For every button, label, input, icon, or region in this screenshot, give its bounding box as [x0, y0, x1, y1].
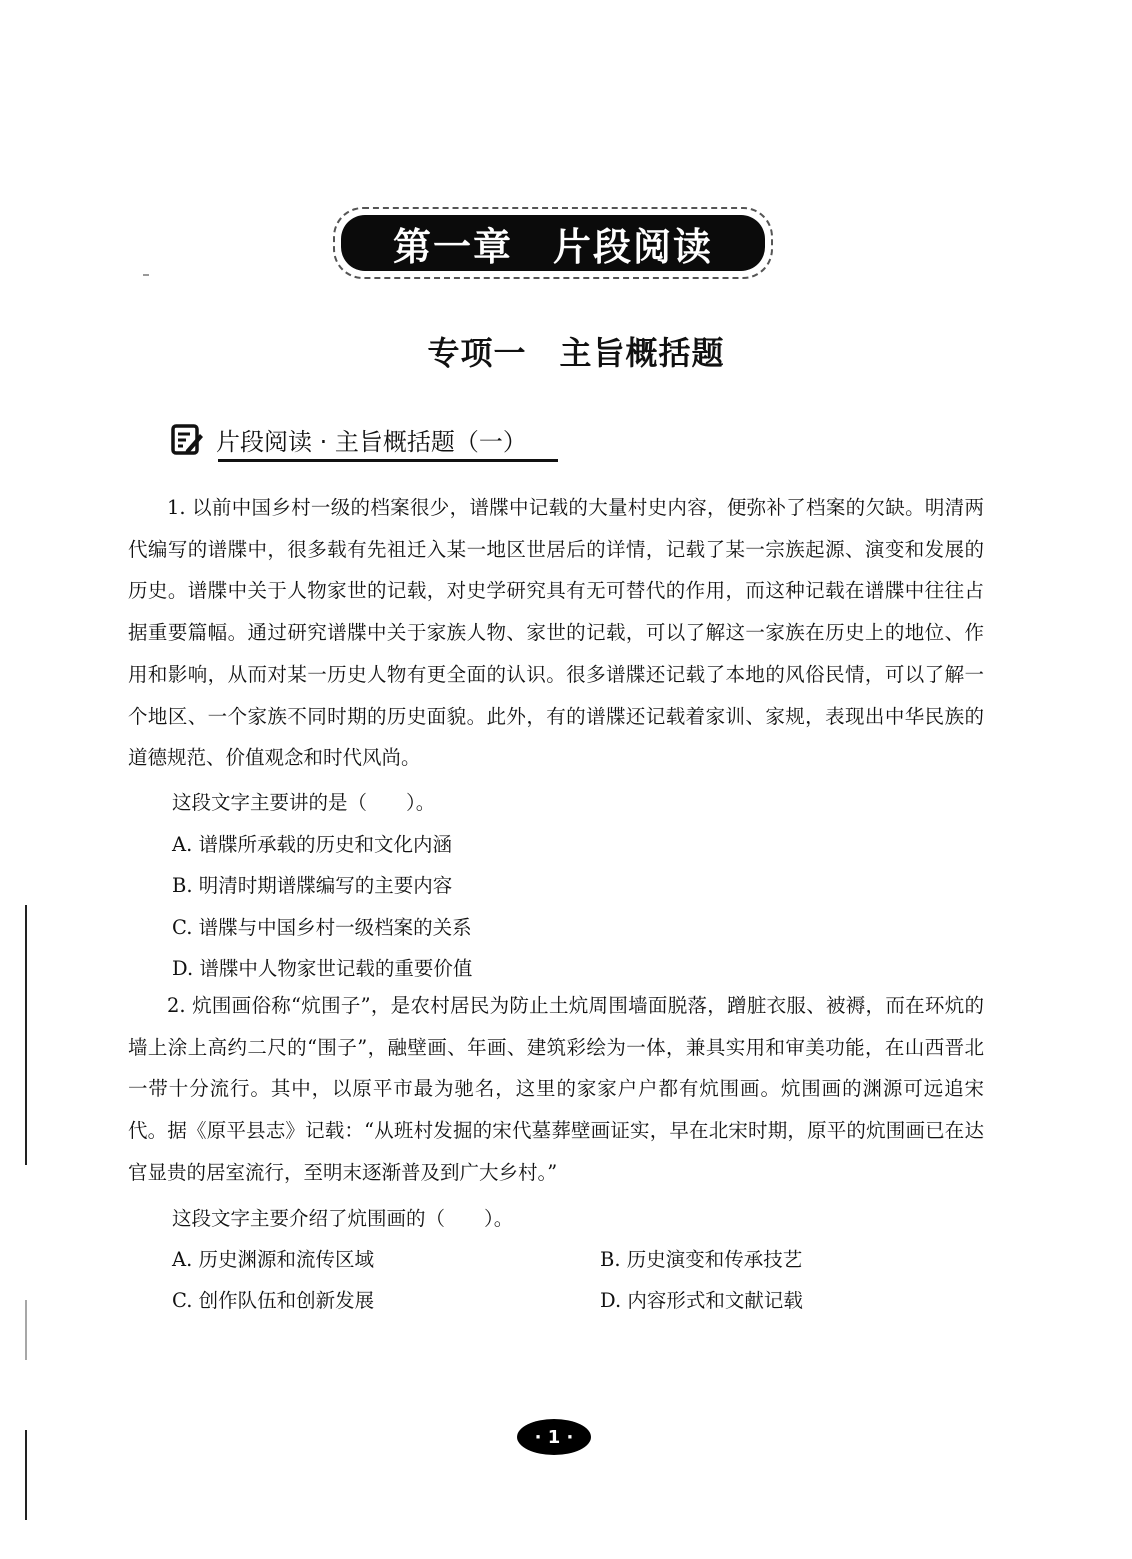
note-edit-icon	[170, 423, 204, 457]
question-1-option-a[interactable]: A. 谱牒所承载的历史和文化内涵	[172, 833, 452, 856]
subsection-title: 片段阅读 · 主旨概括题（一）	[216, 428, 527, 456]
question-2-option-d[interactable]: D. 内容形式和文献记载	[600, 1289, 803, 1312]
question-2-option-b[interactable]: B. 历史演变和传承技艺	[600, 1248, 803, 1271]
subsection-underline	[218, 459, 558, 462]
section-title: 专项一 主旨概括题	[427, 334, 725, 372]
chapter-banner	[333, 207, 773, 279]
question-2-option-a[interactable]: A. 历史渊源和流传区域	[172, 1248, 374, 1271]
chapter-banner-fill	[341, 215, 765, 271]
question-1-option-b[interactable]: B. 明清时期谱牒编写的主要内容	[172, 874, 453, 897]
question-1-prompt: 这段文字主要讲的是（ ）。	[172, 791, 436, 814]
scan-speck	[143, 274, 149, 276]
question-1-option-d[interactable]: D. 谱牒中人物家世记载的重要价值	[172, 957, 473, 980]
scan-margin-line	[25, 1430, 27, 1520]
scan-margin-line	[25, 905, 27, 1165]
scan-margin-line	[25, 1300, 27, 1360]
question-2-option-c[interactable]: C. 创作队伍和创新发展	[172, 1289, 375, 1312]
chapter-title: 第一章 片段阅读	[392, 223, 713, 269]
page-number-badge: · 1 ·	[517, 1419, 591, 1455]
question-2-passage: 2. 炕围画俗称“炕围子”，是农村居民为防止土炕周围墙面脱落，蹭脏衣服、被褥，而在环炕的墙上涂上高约二尺的“围子”，融壁画、年画、建筑彩绘为一体，兼具实用和审美功能，在山西晋北一带十分流行。其中，以原平市最为驰名，这里的家家户户都有炕围画。炕围画的渊源可远追宋代。据《原平县志》记载：“从班村发掘的宋代墓葬壁画证实，早在北宋时期，原平的炕围画已在达官显贵的居室流行，至明末逐渐普及到广大乡村。”	[128, 994, 984, 1184]
subsection-header	[170, 422, 527, 457]
question-2-prompt: 这段文字主要介绍了炕围画的（ ）。	[172, 1207, 514, 1230]
question-1-passage: 1. 以前中国乡村一级的档案很少，谱牒中记载的大量村史内容，便弥补了档案的欠缺。明清两代编写的谱牒中，很多载有先祖迁入某一地区世居后的详情，记载了某一宗族起源、演变和发展的历史。谱牒中关于人物家世的记载，对史学研究具有无可替代的作用，而这种记载在谱牒中往往占据重要篇幅。通过研究谱牒中关于家族人物、家世的记载，可以了解这一家族在历史上的地位、作用和影响，从而对某一历史人物有更全面的认识。很多谱牒还记载了本地的风俗民情，可以了解一个地区、一个家族不同时期的历史面貌。此外，有的谱牒还记载着家训、家规，表现出中华民族的道德规范、价值观念和时代风尚。	[128, 496, 984, 770]
question-1-option-c[interactable]: C. 谱牒与中国乡村一级档案的关系	[172, 916, 472, 939]
